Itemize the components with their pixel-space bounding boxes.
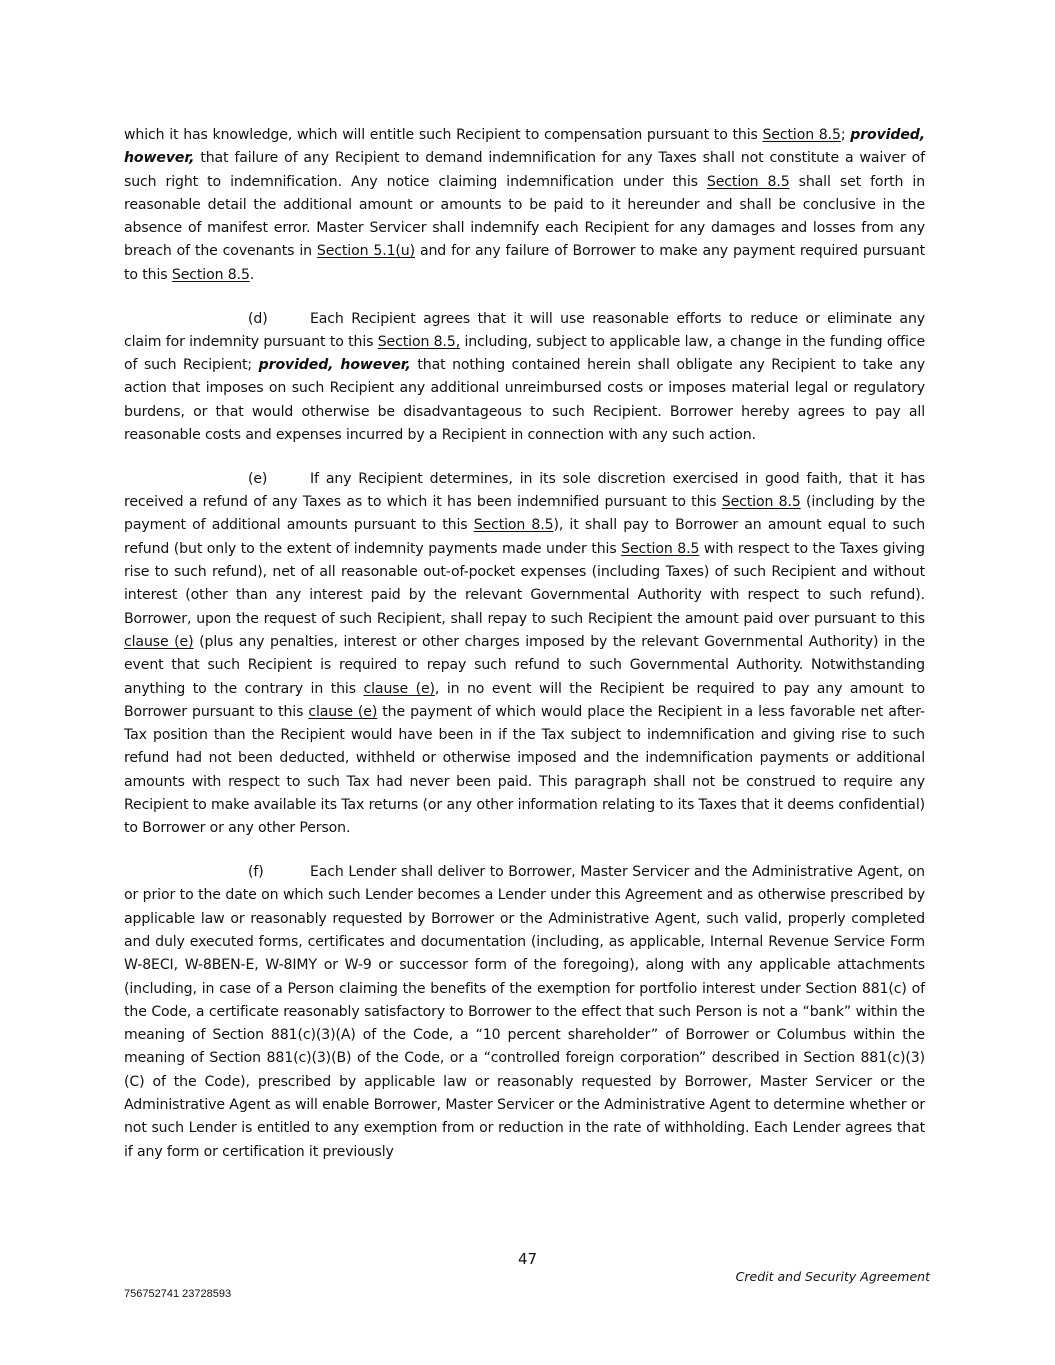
paragraph-label: (e)	[248, 470, 268, 487]
cross-reference: clause (e)	[363, 680, 435, 697]
document-id: 756752741 23728593	[124, 1288, 232, 1300]
text-run: that failure of any Recipient to demand indemnification for any Taxes shall not constitute a waiver of such right to indemnification. Any notice claiming indemnification under this	[124, 150, 925, 190]
emphasis-text: provided, however,	[124, 127, 925, 167]
cross-reference: Section 8.5,	[377, 333, 461, 350]
cross-reference: clause (e)	[124, 633, 194, 650]
cross-reference: Section 8.5	[721, 494, 801, 511]
cross-reference: clause (e)	[308, 703, 378, 720]
paragraph-label: (f)	[248, 864, 264, 881]
text-run: the payment of which would place the Recipient in a less favorable net after-Tax position than the Recipient would have been in if the Tax subject to indemnification and giving rise to such refund had not been deducted, withheld or otherwise imposed and the indemnification payments or additional amounts with respect to such Tax had never been paid. This paragraph shall not be construed to require any Recipient to make available its Tax returns (or any other information relating to its Taxes that it deems confidential) to Borrower or any other Person.	[124, 703, 926, 837]
text-run: (including by the payment of additional amounts pursuant to this	[124, 494, 925, 534]
paragraph-f	[124, 861, 925, 1164]
document-body	[124, 124, 925, 1184]
text-run: including, subject to applicable law, a change in the funding office of such Recipient;	[124, 333, 925, 374]
cross-reference: Section 8.5	[762, 127, 841, 143]
text-run: which it has knowledge, which will entitle such Recipient to compensation pursuant to this	[124, 127, 763, 143]
text-run: and for any failure of Borrower to make any payment required pursuant to this	[124, 243, 925, 283]
text-run: (plus any penalties, interest or other charges imposed by the relevant Governmental Authority) in the event that such Recipient is required to repay such refund to such Governmental Authority. Notwithstanding anything to the contrary in this	[124, 633, 925, 697]
page-number: 47	[517, 1250, 538, 1268]
cross-reference: Section 8.5	[473, 517, 554, 534]
text-run: .	[249, 266, 255, 283]
paragraph-continued	[124, 124, 925, 287]
text-run: Each Recipient agrees that it will use reasonable efforts to reduce or eliminate any claim for indemnity pursuant to this	[124, 310, 925, 350]
text-run: shall set forth in reasonable detail the additional amount or amounts to be paid to it hereunder and shall be conclusive in the absence of manifest error. Master Servicer shall indemnify each Recipient for any damages and losses from any breach of the covenants in	[124, 173, 926, 260]
text-run: ), it shall pay to Borrower an amount equal to such refund (but only to the extent of indemnity payments made under this	[124, 517, 926, 557]
text-run: ;	[840, 127, 851, 143]
emphasis-text: provided, however,	[258, 357, 411, 374]
cross-reference: Section 8.5	[171, 266, 250, 283]
text-run: , in no event will the Recipient be required to pay any amount to Borrower pursuant to this	[124, 680, 925, 720]
cross-reference: Section 8.5	[621, 540, 700, 557]
text-run: If any Recipient determines, in its sole discretion exercised in good faith, that it has received a refund of any Taxes as to which it has been indemnified pursuant to this	[124, 470, 925, 511]
document-title-footer: Credit and Security Agreement	[735, 1269, 930, 1284]
paragraph-d	[124, 308, 925, 448]
text-run: that nothing contained herein shall obligate any Recipient to take any action that imposes on such Recipient any additional unreimbursed costs or imposes material legal or regulatory burdens, or that would otherwise be disadvantageous to such Recipient. Borrower hereby agrees to pay all reasonable costs and expenses incurred by a Recipient in connection with any such action.	[124, 357, 925, 444]
cross-reference: Section 5.1(u)	[316, 243, 415, 260]
text-run: with respect to the Taxes giving rise to such refund), net of all reasonable out-of-pocket expenses (including Taxes) of such Recipient and without interest (other than any interest paid by the relevant Governmental Authority with respect to such refund). Borrower, upon the request of such Recipient, shall repay to such Recipient the amount paid over pursuant to this	[124, 540, 925, 627]
paragraph-e	[124, 468, 925, 841]
cross-reference: Section 8.5	[706, 173, 790, 190]
text-run: Each Lender shall deliver to Borrower, Master Servicer and the Administrative Agent, on or prior to the date on which such Lender becomes a Lender under this Agreement and as otherwise prescribed by applicable law or reasonably requested by Borrower or the Administrative Agent, such valid, properly completed and duly executed forms, certificates and documentation (including, as applicable, Internal Revenue Service Form W-8ECI, W-8BEN-E, W-8IMY or W-9 or successor form of the foregoing), along with any applicable attachments (including, in case of a Person claiming the benefits of the exemption for portfolio interest under Section 881(c) of the Code, a certificate reasonably satisfactory to Borrower to the effect that such Person is not a “bank” within the meaning of Section 881(c)(3)(A) of the Code, a “10 percent shareholder” of Borrower or Columbus within the meaning of Section 881(c)(3)(B) of the Code, or a “controlled foreign corporation” described in Section 881(c)(3)(C) of the Code), prescribed by applicable law or reasonably requested by Borrower, Master Servicer or the Administrative Agent as will enable Borrower, Master Servicer or the Administrative Agent to determine whether or not such Lender is entitled to any exemption from or reduction in the rate of withholding. Each Lender agrees that if any form or certification it previously	[124, 864, 925, 1160]
paragraph-label: (d)	[248, 310, 268, 327]
